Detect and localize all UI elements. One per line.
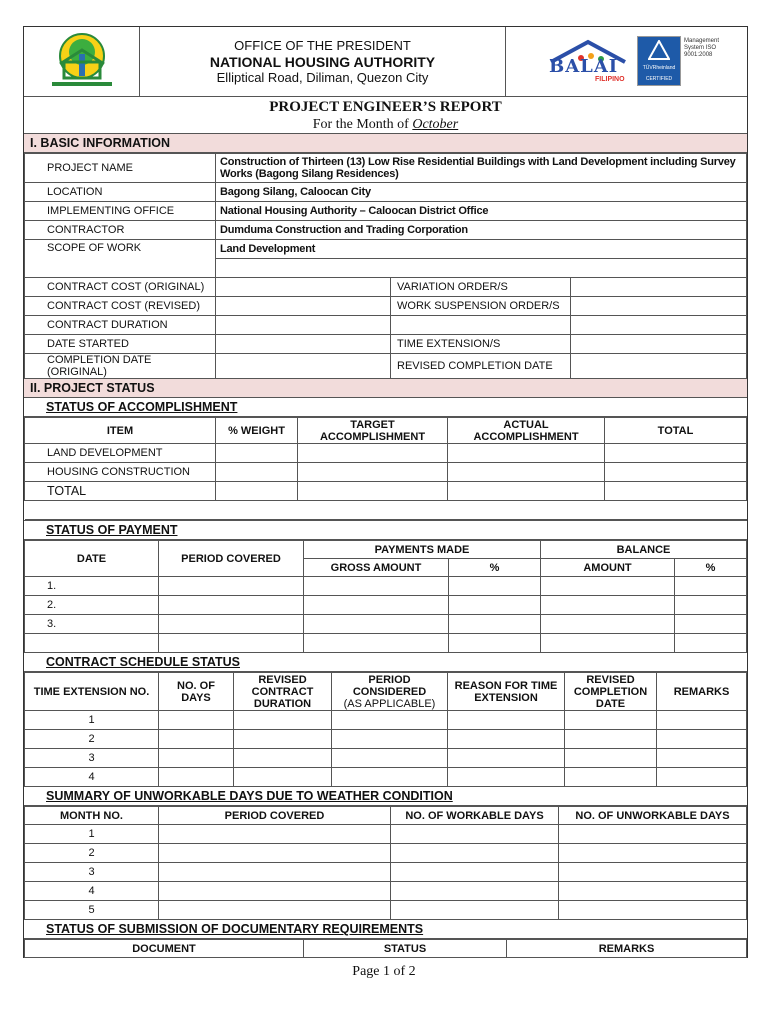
- row-number: 4: [25, 882, 159, 901]
- project-status-heading: II. PROJECT STATUS: [24, 379, 747, 398]
- work-suspension-value: [571, 297, 747, 316]
- letterhead: [24, 27, 747, 97]
- revised-completion-label: REVISED COMPLETION DATE: [391, 354, 571, 379]
- table-row: [25, 221, 747, 240]
- item-total: TOTAL: [25, 482, 216, 501]
- table-row: [25, 844, 747, 863]
- col-gross-pct: %: [449, 559, 541, 577]
- col-balance-pct: %: [675, 559, 747, 577]
- balai-subtext: FILIPINO: [595, 75, 625, 83]
- contract-cost-revised-label: CONTRACT COST (REVISED): [25, 297, 216, 316]
- variation-order-value: [571, 278, 747, 297]
- col-period: PERIOD COVERED: [159, 541, 304, 577]
- agency-address: Elliptical Road, Diliman, Quezon City: [216, 69, 429, 85]
- table-row: [25, 316, 747, 335]
- weather-table: [24, 806, 747, 920]
- date-started-value: [216, 335, 391, 354]
- table-row: [25, 297, 747, 316]
- table-row: [25, 882, 747, 901]
- page-number: Page 1 of 2: [352, 964, 416, 979]
- contract-duration-value: [216, 316, 391, 335]
- col-period-considered: [332, 673, 448, 711]
- project-name-value: Construction of Thirteen (13) Low Rise Residential Buildings with Land Development including Survey Works (Bagong Silang Residences): [216, 154, 747, 183]
- scope-label: SCOPE OF WORK: [25, 240, 216, 278]
- implementing-office-value: National Housing Authority – Caloocan District Office: [216, 202, 747, 221]
- basic-info-heading: I. BASIC INFORMATION: [24, 134, 747, 153]
- table-header-row: [25, 673, 747, 711]
- date-started-label: DATE STARTED: [25, 335, 216, 354]
- report-sheet: [23, 26, 748, 958]
- table-row: [25, 278, 747, 297]
- table-row: [25, 482, 747, 501]
- schedule-title: CONTRACT SCHEDULE STATUS: [24, 653, 747, 672]
- period-considered-label: PERIOD CONSIDERED: [352, 673, 427, 698]
- report-frame: [23, 26, 748, 958]
- table-row: [25, 711, 747, 730]
- contract-duration-label: CONTRACT DURATION: [25, 316, 216, 335]
- office-line: OFFICE OF THE PRESIDENT: [234, 37, 411, 53]
- table-row: [25, 463, 747, 482]
- table-row: [25, 354, 747, 379]
- table-row: [25, 634, 747, 653]
- tuv-triangle-icon: [648, 40, 670, 60]
- col-weather-period: PERIOD COVERED: [159, 807, 391, 825]
- table-row: [25, 596, 747, 615]
- table-row: [25, 183, 747, 202]
- month-prefix: For the Month of: [312, 117, 413, 132]
- basic-info-table: [24, 153, 747, 379]
- report-title: PROJECT ENGINEER’S REPORT: [269, 99, 502, 115]
- table-row: [25, 749, 747, 768]
- table-row: [25, 202, 747, 221]
- scope-extra-cell: [216, 259, 747, 278]
- row-number: 1: [25, 711, 159, 730]
- col-target: TARGET ACCOMPLISHMENT: [298, 418, 448, 444]
- report-title-block: [24, 97, 747, 134]
- contract-cost-original-value: [216, 278, 391, 297]
- row-number: 4: [25, 768, 159, 787]
- col-document: DOCUMENT: [25, 940, 304, 958]
- payment-row-number: 3.: [25, 615, 159, 634]
- partner-logos: [505, 27, 747, 96]
- documentary-table: [24, 939, 747, 958]
- col-remarks: REMARKS: [657, 673, 747, 711]
- agency-name: NATIONAL HOUSING AUTHORITY: [209, 53, 436, 70]
- col-workable-days: NO. OF WORKABLE DAYS: [391, 807, 559, 825]
- col-balance: BALANCE: [541, 541, 747, 559]
- row-number: 2: [25, 844, 159, 863]
- revised-completion-value: [571, 354, 747, 379]
- contractor-label: CONTRACTOR: [25, 221, 216, 240]
- row-number: 2: [25, 730, 159, 749]
- table-row: [25, 863, 747, 882]
- implementing-office-label: IMPLEMENTING OFFICE: [25, 202, 216, 221]
- row-number: 1: [25, 825, 159, 844]
- row-number: 3: [25, 749, 159, 768]
- table-header-row: [25, 418, 747, 444]
- col-reason: REASON FOR TIME EXTENSION: [448, 673, 565, 711]
- table-row: [25, 501, 747, 520]
- report-month: October: [412, 117, 459, 132]
- nha-tree-house-icon: [46, 32, 118, 92]
- payment-row-number: 2.: [25, 596, 159, 615]
- location-value: Bagong Silang, Caloocan City: [216, 183, 747, 202]
- payment-title: STATUS OF PAYMENT: [24, 520, 747, 540]
- table-row: [25, 615, 747, 634]
- report-month-line: [24, 116, 747, 133]
- row-number: 5: [25, 901, 159, 920]
- project-name-label: PROJECT NAME: [25, 154, 216, 183]
- table-row: [25, 768, 747, 787]
- weather-title: SUMMARY OF UNWORKABLE DAYS DUE TO WEATHER CONDITION: [24, 787, 747, 806]
- variation-order-label: VARIATION ORDER/S: [391, 278, 571, 297]
- col-no-of-days: NO. OF DAYS: [159, 673, 234, 711]
- tuv-certified: CERTIFIED: [645, 75, 673, 82]
- table-header-row: [25, 541, 747, 559]
- schedule-table: [24, 672, 747, 787]
- documentary-title: STATUS OF SUBMISSION OF DOCUMENTARY REQUIREMENTS: [24, 920, 747, 939]
- col-month-no: MONTH NO.: [25, 807, 159, 825]
- table-row: [25, 240, 747, 259]
- contract-cost-revised-value: [216, 297, 391, 316]
- time-extension-value: [571, 335, 747, 354]
- table-row: [25, 154, 747, 183]
- accomplishment-title: STATUS OF ACCOMPLISHMENT: [24, 398, 747, 417]
- table-row: [25, 901, 747, 920]
- scope-value: Land Development: [216, 240, 747, 259]
- col-amount: AMOUNT: [541, 559, 675, 577]
- col-time-extension-no: TIME EXTENSION NO.: [25, 673, 159, 711]
- table-row: [25, 577, 747, 596]
- work-suspension-label: WORK SUSPENSION ORDER/S: [391, 297, 571, 316]
- balai-text: BALAI: [549, 55, 619, 77]
- col-weight: % WEIGHT: [216, 418, 298, 444]
- table-row: [25, 730, 747, 749]
- col-status: STATUS: [304, 940, 507, 958]
- item-land-development: LAND DEVELOPMENT: [25, 444, 216, 463]
- tuv-brand: TÜVRheinland: [642, 64, 676, 71]
- table-row: [25, 335, 747, 354]
- col-doc-remarks: REMARKS: [507, 940, 747, 958]
- iso-text: Management System ISO 9001:2008: [684, 37, 720, 58]
- accomplishment-table: [24, 417, 747, 520]
- table-row: [25, 825, 747, 844]
- col-gross-amount: GROSS AMOUNT: [304, 559, 449, 577]
- col-revised-completion: REVISED COMPLETION DATE: [565, 673, 657, 711]
- blank-cell: [391, 316, 571, 335]
- contract-cost-original-label: CONTRACT COST (ORIGINAL): [25, 278, 216, 297]
- table-row: [25, 444, 747, 463]
- table-header-row: [25, 940, 747, 958]
- col-item: ITEM: [25, 418, 216, 444]
- col-unworkable-days: NO. OF UNWORKABLE DAYS: [559, 807, 747, 825]
- col-revised-duration: REVISED CONTRACT DURATION: [234, 673, 332, 711]
- payment-table: [24, 540, 747, 653]
- col-date: DATE: [25, 541, 159, 577]
- contractor-value: Dumduma Construction and Trading Corporation: [216, 221, 747, 240]
- completion-date-original-value: [216, 354, 391, 379]
- row-number: 3: [25, 863, 159, 882]
- tuv-certification-badge: [637, 36, 729, 88]
- col-payments-made: PAYMENTS MADE: [304, 541, 541, 559]
- table-header-row: [25, 807, 747, 825]
- time-extension-label: TIME EXTENSION/S: [391, 335, 571, 354]
- col-total: TOTAL: [605, 418, 747, 444]
- agency-name-block: [140, 27, 505, 96]
- blank-cell: [571, 316, 747, 335]
- col-actual: ACTUAL ACCOMPLISHMENT: [448, 418, 605, 444]
- as-applicable-label: (AS APPLICABLE): [343, 697, 436, 710]
- location-label: LOCATION: [25, 183, 216, 202]
- item-housing-construction: HOUSING CONSTRUCTION: [25, 463, 216, 482]
- balai-filipino-logo: [545, 38, 631, 86]
- completion-date-original-label: COMPLETION DATE (ORIGINAL): [25, 354, 216, 379]
- nha-logo: [24, 27, 140, 96]
- payment-row-number: 1.: [25, 577, 159, 596]
